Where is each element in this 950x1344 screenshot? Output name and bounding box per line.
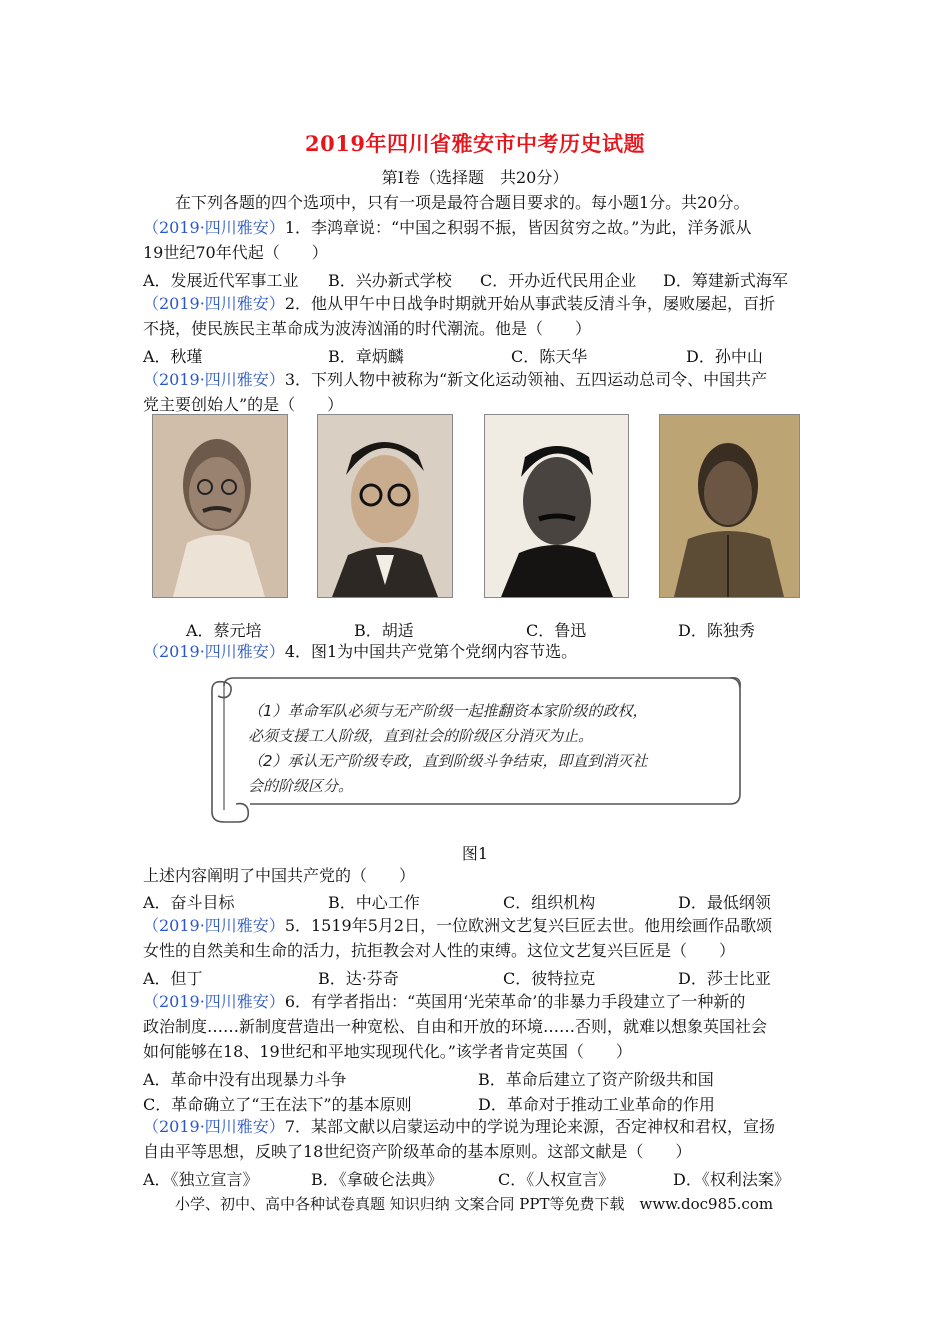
question-6-line-2: 政治制度……新制度营造出一种宽松、自由和开放的环境……否则，就难以想象英国社会 bbox=[143, 1017, 768, 1036]
option-b: B．革命后建立了资产阶级共和国 bbox=[478, 1070, 714, 1089]
option-d: D．最低纲领 bbox=[678, 893, 771, 912]
option-c: C．革命确立了“王在法下”的基本原则 bbox=[143, 1095, 412, 1114]
option-d: D．筹建新式海军 bbox=[663, 271, 788, 290]
option-c: C．鲁迅 bbox=[526, 621, 587, 640]
option-c: C．《人权宣言》 bbox=[498, 1170, 615, 1189]
option-a: A．奋斗目标 bbox=[143, 893, 235, 912]
option-a: A．发展近代军事工业 bbox=[143, 271, 299, 290]
portrait-photo-d bbox=[659, 414, 800, 598]
figure-line-1: （1）革命军队必须与无产阶级一起推翻资本家阶级的政权， bbox=[248, 702, 648, 720]
option-a: A．《独立宣言》 bbox=[143, 1170, 259, 1189]
question-3-line-1: （2019·四川雅安）3．下列人物中被称为“新文化运动领袖、五四运动总司令、中国共产 bbox=[143, 370, 768, 389]
exam-title: 2019年四川省雅安市中考历史试题 bbox=[305, 131, 645, 156]
figure-line-4: 会的阶级区分。 bbox=[248, 777, 354, 795]
option-c: C．陈天华 bbox=[511, 347, 588, 366]
option-a: A．但丁 bbox=[143, 969, 203, 988]
question-6-line-3: 如何能够在18、19世纪和平地实现现代化。”该学者肯定英国（ ） bbox=[143, 1042, 632, 1061]
option-b: B．胡适 bbox=[354, 621, 414, 640]
question-4-line-1: （2019·四川雅安）4．图1为中国共产党第个党纲内容节选。 bbox=[143, 642, 578, 661]
question-5-line-1: （2019·四川雅安）5．1519年5月2日，一位欧洲文艺复兴巨匠去世。他用绘画作品歌颂 bbox=[143, 916, 773, 935]
question-6-line-1: （2019·四川雅安）6．有学者指出：“英国用‘光荣革命’的非暴力手段建立了一种新的 bbox=[143, 992, 746, 1011]
figure-caption: 图1 bbox=[461, 844, 489, 863]
footer-text: 小学、初中、高中各种试卷真题 知识归纳 文案合同 PPT等免费下载 www.doc985.com bbox=[175, 1195, 774, 1213]
option-a: A．革命中没有出现暴力斗争 bbox=[143, 1070, 347, 1089]
option-c: C．开办近代民用企业 bbox=[480, 271, 637, 290]
portrait-photo-a bbox=[152, 414, 288, 598]
question-7-line-2: 自由平等思想，反映了18世纪资产阶级革命的基本原则。这部文献是（ ） bbox=[143, 1142, 692, 1161]
option-a: A．蔡元培 bbox=[186, 621, 262, 640]
question-4-after: 上述内容阐明了中国共产党的（ ） bbox=[143, 866, 416, 885]
option-b: B．中心工作 bbox=[328, 893, 420, 912]
option-b: B．兴办新式学校 bbox=[328, 271, 452, 290]
option-d: D．孙中山 bbox=[686, 347, 763, 366]
option-d: D．陈独秀 bbox=[678, 621, 755, 640]
option-b: B．《拿破仑法典》 bbox=[311, 1170, 443, 1189]
question-2-line-1: （2019·四川雅安）2．他从甲午中日战争时期就开始从事武装反清斗争，屡败屡起，百折 bbox=[143, 294, 775, 313]
question-1-line-2: 19世纪70年代起（ ） bbox=[143, 243, 328, 262]
option-d: D．《权利法案》 bbox=[673, 1170, 790, 1189]
option-c: C．彼特拉克 bbox=[503, 969, 596, 988]
option-b: B．章炳麟 bbox=[328, 347, 404, 366]
figure-line-3: （2）承认无产阶级专政，直到阶级斗争结束，即直到消灭社 bbox=[248, 752, 648, 770]
portrait-photo-b bbox=[317, 414, 453, 598]
section-header: 第Ⅰ卷（选择题 共20分） bbox=[381, 168, 569, 187]
question-7-line-1: （2019·四川雅安）7．某部文献以启蒙运动中的学说为理论来源，否定神权和君权，宣扬 bbox=[143, 1117, 775, 1136]
question-3-line-2: 党主要创始人”的是（ ） bbox=[143, 395, 344, 414]
question-1-line-1: （2019·四川雅安）1．李鸿章说：“中国之积弱不振，皆因贫穷之故。”为此，洋务派从 bbox=[143, 218, 752, 237]
instructions: 在下列各题的四个选项中，只有一项是最符合题目要求的。每小题1分。共20分。 bbox=[175, 193, 750, 212]
figure-line-2: 必须支援工人阶级，直到社会的阶级区分消灭为止。 bbox=[248, 727, 594, 745]
option-d: D．莎士比亚 bbox=[678, 969, 771, 988]
option-d: D．革命对于推动工业革命的作用 bbox=[478, 1095, 715, 1114]
question-2-line-2: 不挠，使民族民主革命成为波涛汹涌的时代潮流。他是（ ） bbox=[143, 319, 592, 338]
option-a: A．秋瑾 bbox=[143, 347, 203, 366]
question-5-line-2: 女性的自然美和生命的活力，抗拒教会对人性的束缚。这位文艺复兴巨匠是（ ） bbox=[143, 941, 736, 960]
option-b: B．达·芬奇 bbox=[318, 969, 399, 988]
option-c: C．组织机构 bbox=[503, 893, 596, 912]
portrait-photo-c bbox=[484, 414, 629, 598]
source-tag: （2019·四川雅安） bbox=[143, 218, 285, 237]
